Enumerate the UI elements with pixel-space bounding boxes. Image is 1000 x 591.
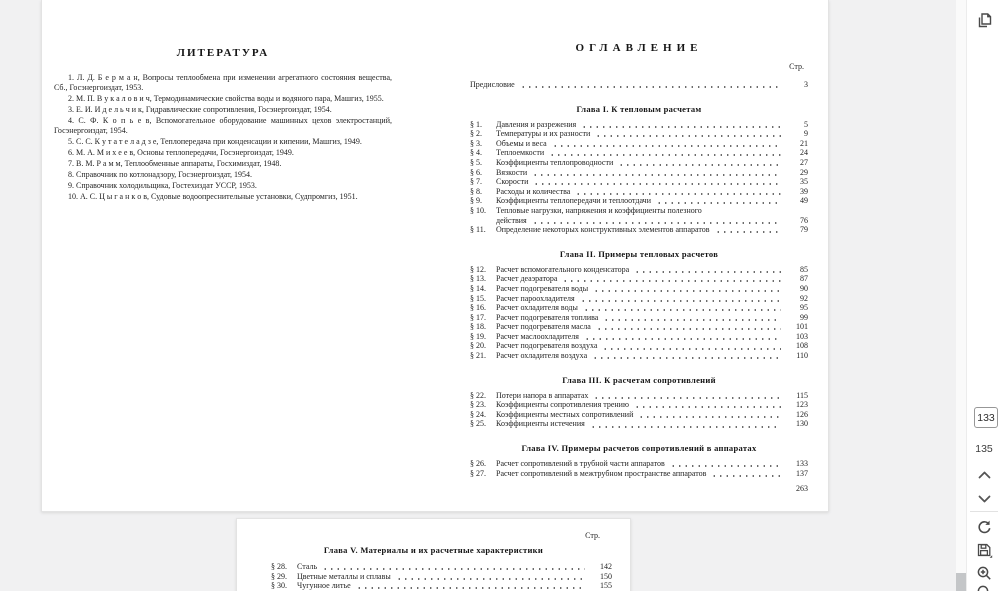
pages-view-button[interactable] [970, 8, 998, 32]
dot-leader [711, 475, 781, 477]
toc-chapter-heading: Глава V. Материалы и их расчетные характеристики [323, 545, 544, 555]
toc-chapter-rows [470, 120, 808, 235]
dot-leader [634, 271, 781, 273]
bibliography-entry: 10. А. С. Ц ы г а н к о в, Судовые водоопреснительные установки, Судпромгиз, 1951. [68, 192, 358, 201]
toc-row-page: 9 [804, 129, 808, 139]
toc-chapter-rows [237, 562, 630, 591]
dot-leader [603, 319, 781, 321]
toc-row-wrap-text: действия [496, 215, 527, 225]
dot-leader [715, 231, 781, 233]
toc-row-title: Вязкости [496, 167, 528, 177]
bibliography-column [54, 0, 392, 203]
toc-row-page: 95 [800, 303, 808, 313]
toc-row-number: § 5. [470, 157, 482, 167]
dot-leader [638, 416, 781, 418]
toc-row-title: Расчет маслоохладителя [496, 331, 579, 341]
toc-row-number: § 6. [470, 167, 482, 177]
vertical-scrollbar-thumb[interactable] [956, 573, 966, 591]
toc-row-title: Расчет охладителя воды [496, 303, 578, 313]
bibliography-entry: 8. Справочник по котлонадзору, Госэнергоиздат, 1954. [68, 170, 253, 179]
toc-row [470, 196, 808, 206]
toc-row-page: 92 [800, 293, 808, 303]
toc-row-number: § 20. [470, 341, 486, 351]
toc-row-title: Коэффициенты теплопередачи и теплоотдачи [496, 196, 651, 206]
toc-row-title: Определение некоторых конструктивных элементов аппаратов [496, 225, 710, 235]
toc-row-number: § 24. [470, 409, 486, 419]
dot-leader [356, 587, 585, 589]
viewer-toolbar [966, 0, 1000, 591]
toc-row-page: 101 [796, 322, 808, 332]
dot-leader [533, 183, 781, 185]
toc-row-number: § 21. [470, 351, 486, 361]
toc-row [470, 332, 808, 342]
toc-row-page: 110 [796, 351, 808, 361]
toc-chapter [470, 104, 808, 235]
toc-row-page: 27 [800, 157, 808, 167]
rotate-clockwise-icon [976, 519, 993, 536]
dot-leader [552, 145, 781, 147]
dot-leader [593, 290, 781, 292]
toc-row [470, 129, 808, 139]
toc-row-number: § 7. [470, 177, 482, 187]
toc-row-number: § 19. [470, 331, 486, 341]
toc-row-page: 85 [800, 264, 808, 274]
toc-row-number: § 26. [470, 459, 486, 469]
toc-row-title: Расчет подогревателя топлива [496, 312, 599, 322]
bibliography-entry: 3. Е. И. И д е л ь ч и к, Гидравлические сопротивления, Госэнергоиздат, 1954. [68, 105, 332, 114]
toc-page-column-label: Стр. [789, 62, 804, 71]
toc-row-number: § 23. [470, 400, 486, 410]
toc-row-number: § 9. [470, 196, 482, 206]
toc-row-page: 142 [600, 562, 612, 571]
bibliography-entry: 9. Справочник холодильщика, Гостехиздат УССР, 1953. [68, 181, 257, 190]
toc-row-page: 103 [796, 331, 808, 341]
toc-row [470, 459, 808, 469]
toc-row-title: Температуры и их разности [496, 129, 591, 139]
toc-preface-row [470, 80, 808, 90]
pages-copy-icon [976, 12, 993, 29]
toc-row-number: § 25. [470, 419, 486, 429]
toc-row [470, 206, 808, 216]
toc-chapter-rows [470, 265, 808, 361]
toc-row-title: Скорости [496, 177, 529, 187]
toc-chapter-heading: Глава IV. Примеры расчетов сопротивлений в аппаратах [521, 443, 757, 454]
toc-row [470, 322, 808, 332]
bibliography-entry: 5. С. С. К у т а т е л а д з е, Теплопередача при конденсации и кипении, Машгиз, 1949. [68, 137, 362, 146]
toc-row-title: Расчет пароохладителя [496, 293, 575, 303]
toc-row [470, 225, 808, 235]
toc-row-number: § 11. [470, 225, 486, 235]
toc-row-number: § 17. [470, 312, 486, 322]
toc-row-title: Чугунное литье [297, 581, 351, 591]
toc-row-title: Расчет подогревателя воздуха [496, 341, 598, 351]
next-page-button[interactable] [970, 487, 998, 511]
toc-row-title: Коэффициенты истечения [496, 419, 585, 429]
toc-row-number: § 3. [470, 138, 482, 148]
bibliography-entry: 2. М. П. В у к а л о в и ч, Термодинамические свойства воды и водяного пара, Машгиз, 1955. [68, 94, 384, 103]
vertical-scrollbar-track[interactable] [956, 0, 966, 591]
toc-row-page: 90 [800, 283, 808, 293]
toc-row-number: § 13. [470, 274, 486, 284]
toc-row [470, 313, 808, 323]
chevron-up-icon [978, 471, 991, 479]
dot-leader [590, 426, 781, 428]
toc-row-title: Тепловые нагрузки, напряжения и коэффициенты полезного [496, 205, 702, 215]
dot-leader [396, 578, 585, 580]
zoom-out-button[interactable] [970, 585, 998, 591]
toolbar-divider [970, 511, 998, 512]
toc-row-title: Расчет деаэратора [496, 274, 558, 284]
toc-row-page: 35 [800, 177, 808, 187]
dot-leader [583, 309, 781, 311]
toc-chapter [470, 375, 808, 429]
toc-row-title: Расчет подогревателя воды [496, 283, 589, 293]
bibliography-entry: 6. М. А. М и х е е в, Основы теплопередачи, Госэнергоиздат, 1949. [68, 148, 294, 157]
toc-row-wrap-page: 76 [800, 215, 808, 225]
toc-row-title: Расчет сопротивлений в межтрубном пространстве аппаратов [496, 468, 707, 478]
toc-row-number: § 29. [271, 571, 287, 581]
toc-row-title: Давления и разрежения [496, 119, 577, 129]
toc-row-number: § 28. [271, 562, 287, 571]
bibliography-title: ЛИТЕРАТУРА [176, 47, 270, 59]
toc-row [271, 572, 612, 582]
toc-row [470, 469, 808, 479]
toc-row [470, 274, 808, 284]
toc-row-number: § 4. [470, 148, 482, 158]
toc-row [470, 303, 808, 313]
save-icon [976, 542, 993, 559]
toc-row-number: § 8. [470, 186, 482, 196]
dot-leader [575, 193, 781, 195]
toc-title: ОГЛАВЛЕНИЕ [575, 42, 703, 54]
toc-row [470, 400, 808, 410]
toc-chapter-rows [470, 459, 808, 478]
book-page-number: 263 [796, 484, 808, 494]
toc-row-number: § 2. [470, 129, 482, 139]
scanned-page-spread [41, 0, 829, 512]
bibliography-entry: 7. В. М. Р а м м, Теплообменные аппараты, Госхимиздат, 1948. [68, 159, 282, 168]
toc-row [470, 177, 808, 187]
toc-row-title: Коэффициенты теплопроводности [496, 157, 614, 167]
toc-row-page: 21 [800, 138, 808, 148]
dot-leader [322, 568, 585, 570]
toc-row-number: § 12. [470, 264, 486, 274]
toc-row [470, 351, 808, 361]
scanned-page-next [236, 518, 631, 591]
toc-row-page: 126 [796, 409, 808, 419]
toc-row-number: § 30. [271, 581, 287, 591]
toc-chapter-heading: Глава II. Примеры тепловых расчетов [559, 248, 719, 259]
toc-row-page: 24 [800, 148, 808, 158]
toc-row-page: 150 [600, 571, 612, 581]
toc-row-number: § 15. [470, 293, 486, 303]
toc-row [470, 391, 808, 401]
toc-row-number: § 27. [470, 468, 486, 478]
dot-leader [592, 357, 781, 359]
bibliography-list [54, 73, 392, 202]
toc-row [470, 341, 808, 351]
toc-row-page: 79 [800, 225, 808, 235]
toc-row-title: Расчет вспомогательного конденсатора [496, 264, 630, 274]
toc-row-title: Коэффициенты сопротивления трению [496, 400, 629, 410]
dot-leader [532, 174, 781, 176]
toc-row [470, 294, 808, 304]
dot-leader [634, 406, 781, 408]
toc-row-page: 137 [796, 468, 808, 478]
toc-preface-page: 3 [804, 80, 808, 89]
chevron-down-icon [978, 495, 991, 503]
toc-row-page: 115 [796, 390, 808, 400]
toc-row [470, 187, 808, 197]
toc-chapter [470, 249, 808, 361]
toc-row [470, 265, 808, 275]
zoom-in-button[interactable] [970, 561, 998, 585]
toc-row-number: § 18. [470, 322, 486, 332]
toc-row-number: § 16. [470, 303, 486, 313]
toc-column [470, 0, 808, 493]
toc-chapter [470, 443, 808, 478]
dot-leader [581, 126, 781, 128]
toc-row [470, 410, 808, 420]
dot-leader [596, 328, 781, 330]
dot-leader [584, 338, 781, 340]
toc-row-title: Теплоемкости [496, 148, 545, 158]
toc-row [470, 120, 808, 130]
page-number-input[interactable] [974, 407, 998, 428]
save-page-button[interactable] [970, 538, 998, 562]
dot-leader [593, 397, 781, 399]
toc-row-title: Цветные металлы и сплавы [297, 571, 391, 581]
dot-leader [549, 154, 781, 156]
toc-row-number: § 22. [470, 390, 486, 400]
toc-row [470, 284, 808, 294]
toc-row [470, 158, 808, 168]
dot-leader [656, 202, 781, 204]
dot-leader [595, 135, 781, 137]
toc-row-page: 155 [600, 581, 612, 591]
toc-row-wrap [496, 216, 808, 226]
toc-row-title: Объемы и веса [496, 138, 547, 148]
toc-chapter-rows [470, 391, 808, 429]
toc-row-number: § 10. [470, 205, 486, 215]
zoom-in-icon [976, 565, 993, 582]
toc-page-column-label: Стр. [585, 531, 600, 540]
toc-row-page: 130 [796, 419, 808, 429]
toc-row-page: 123 [796, 400, 808, 410]
toc-row-title: Расчет сопротивлений в трубной части аппаратов [496, 459, 665, 469]
toc-row-page: 99 [800, 312, 808, 322]
previous-page-button[interactable] [970, 463, 998, 487]
toc-row-number: § 1. [470, 119, 482, 129]
dot-leader [520, 86, 781, 88]
toc-row-page: 133 [796, 459, 808, 469]
toc-row-title: Потери напора в аппаратах [496, 390, 589, 400]
toc-row [470, 168, 808, 178]
dot-leader [580, 300, 781, 302]
toc-row-title: Сталь [297, 562, 318, 571]
zoom-out-icon [976, 583, 993, 591]
dot-leader [532, 222, 781, 224]
toc-row-page: 29 [800, 167, 808, 177]
toc-chapter-heading: Глава I. К тепловым расчетам [576, 103, 702, 114]
toc-chapter-heading: Глава III. К расчетам сопротивлений [562, 374, 716, 385]
toc-row-page: 39 [800, 186, 808, 196]
page-count-label: 135 [975, 443, 993, 455]
dot-leader [618, 164, 781, 166]
toc-row-page: 49 [800, 196, 808, 206]
toc-row-title: Расчет охладителя воздуха [496, 351, 588, 361]
dot-leader [562, 280, 781, 282]
toc-row [470, 139, 808, 149]
toc-row [470, 148, 808, 158]
toc-row [271, 581, 612, 591]
toc-row-title: Расходы и количества [496, 186, 571, 196]
toc-row-page: 108 [796, 341, 808, 351]
rotate-page-button[interactable] [970, 515, 998, 539]
toc-row [470, 419, 808, 429]
toc-row-page: 5 [804, 119, 808, 129]
bibliography-entry: 1. Л. Д. Б е р м а н, Вопросы теплообмена при изменении агрегатного состояния вещества, Сб., Госэнергоиздат, 1953. [54, 73, 392, 92]
toc-row-number: § 14. [470, 283, 486, 293]
toc-preface-label: Предисловие [470, 80, 515, 89]
dot-leader [602, 348, 781, 350]
toc-row-page: 87 [800, 274, 808, 284]
toc-row-title: Расчет подогревателя масла [496, 322, 591, 332]
toc-row-title: Коэффициенты местных сопротивлений [496, 409, 634, 419]
dot-leader [670, 465, 781, 467]
bibliography-entry: 4. С. Ф. К о п ь е в, Вспомогательное оборудование машинных цехов электростанций, Госэнергоиздат, 1954. [54, 116, 392, 135]
toc-chapters [470, 104, 808, 479]
toc-row [271, 562, 612, 572]
